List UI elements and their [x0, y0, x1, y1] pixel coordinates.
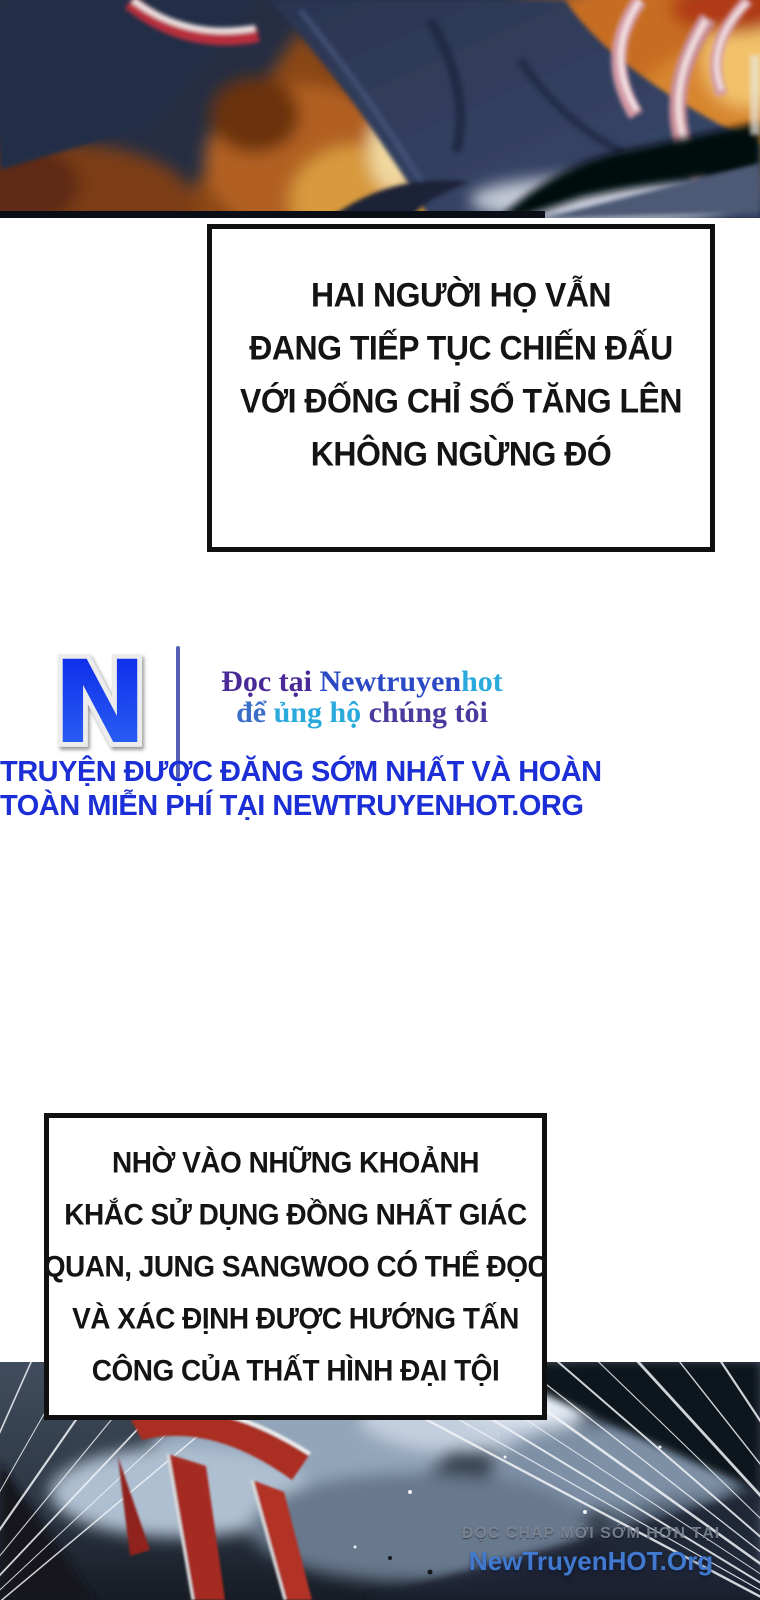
caption-line: VỚI ĐỐNG CHỈ SỐ TĂNG LÊN: [240, 381, 682, 421]
panel-watermark: [436, 1525, 746, 1577]
tagline-prefix: Đọc tại: [221, 665, 320, 698]
promo-tagline: [186, 666, 538, 728]
caption-box-1: [207, 224, 715, 552]
promo-banner: [0, 755, 602, 823]
caption-line: KHẮC SỬ DỤNG ĐỒNG NHẤT GIÁC: [64, 1197, 527, 1231]
logo-letter: N: [52, 642, 148, 764]
caption-line: VÀ XÁC ĐỊNH ĐƯỢC HƯỚNG TẤN: [72, 1301, 519, 1335]
tagline-l2c: chúng tôi: [368, 696, 488, 729]
caption-line: CÔNG CỦA THẤT HÌNH ĐẠI TỘI: [91, 1353, 500, 1387]
promo-tagline-line1: [186, 666, 538, 697]
caption-box-2: [44, 1113, 547, 1420]
top-art-panel: [0, 0, 760, 218]
banner-line2: TOÀN MIỄN PHÍ TẠI NEWTRUYENHOT.ORG: [0, 790, 584, 822]
tagline-brand-a: Newtruyen: [319, 665, 462, 698]
tagline-l2b: ủng hộ: [273, 696, 369, 729]
caption-line: NHỜ VÀO NHỮNG KHOẢNH: [112, 1145, 479, 1179]
site-logo: [42, 642, 158, 764]
banner-line1: TRUYỆN ĐƯỢC ĐĂNG SỚM NHẤT VÀ HOÀN: [0, 756, 602, 788]
panel-bottom-edge: [0, 211, 545, 218]
caption-line: HAI NGƯỜI HỌ VẪN: [310, 275, 612, 315]
top-panel-art: [0, 0, 760, 218]
site-promo: [0, 636, 602, 831]
caption-line: ĐANG TIẾP TỤC CHIẾN ĐẤU: [249, 328, 673, 368]
caption-line: KHÔNG NGỪNG ĐÓ: [310, 434, 612, 474]
tagline-brand-b: hot: [461, 665, 503, 698]
watermark-line1: ĐỌC CHAP MỚI SỚM HƠN TẠI: [461, 1525, 721, 1542]
caption-line: QUAN, JUNG SANGWOO CÓ THỂ ĐỌC: [43, 1249, 548, 1283]
promo-tagline-line2: [186, 697, 538, 728]
tagline-l2a: để: [236, 696, 274, 729]
watermark-site-name: NewTruyenHOT.Org: [468, 1546, 714, 1576]
